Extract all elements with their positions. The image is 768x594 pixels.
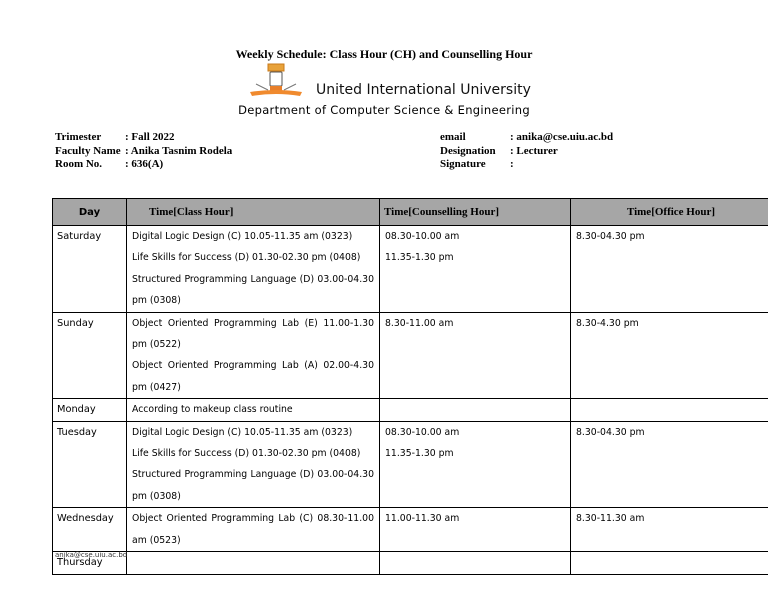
counselling-entry: 11.35-1.30 pm — [385, 448, 454, 460]
day-cell: Wednesday — [53, 508, 127, 552]
table-header-row — [53, 199, 768, 226]
class-entry: Object Oriented Programming Lab (E) 11.00-1.30 pm (0522) — [132, 317, 374, 351]
class-entry: Object Oriented Programming Lab (C) 08.30-11.00 am (0523) — [132, 513, 374, 546]
table-row — [53, 508, 768, 552]
class-hour-cell — [127, 312, 380, 399]
table-row — [53, 552, 768, 574]
counselling-entry: 11.35-1.30 pm — [385, 252, 454, 264]
schedule-body — [53, 226, 768, 575]
counselling-hour-cell — [380, 508, 571, 552]
day-cell: Saturday — [53, 226, 127, 313]
email-value: : anika@cse.uiu.ac.bd — [510, 131, 614, 143]
class-entry: Life Skills for Success (D) 01.30-02.30 pm (0408) — [132, 448, 361, 460]
class-hour-cell — [127, 508, 380, 552]
faculty-label: Faculty Name — [55, 144, 121, 157]
class-entry: Structured Programming Language (D) 03.00-04.30 pm (0308) — [132, 469, 374, 502]
counselling-entry: 08.30-10.00 am — [385, 426, 460, 438]
counselling-hour-cell — [380, 552, 571, 574]
table-row — [53, 399, 768, 421]
department-name: Department of Computer Science & Engineering — [238, 103, 530, 117]
table-row — [53, 421, 768, 508]
counselling-entry: 8.30-11.00 am — [385, 317, 454, 329]
class-entry: Structured Programming Language (D) 03.00-04.30 pm (0308) — [132, 273, 374, 307]
header-counselling-hour: Time[Counselling Hour] — [380, 199, 571, 226]
office-hour-cell: 8.30-04.30 pm — [571, 226, 768, 313]
signature-value: : — [510, 158, 514, 170]
class-entry: According to makeup class routine — [132, 404, 293, 416]
table-row — [53, 312, 768, 399]
class-entry: Object Oriented Programming Lab (A) 02.00-4.30 pm (0427) — [132, 360, 374, 393]
office-hour-cell: 8.30-4.30 pm — [571, 312, 768, 399]
counselling-hour-cell — [380, 226, 571, 313]
class-hour-cell — [127, 399, 380, 421]
room-value: : 636(A) — [125, 158, 164, 170]
footer-watermark: anika@cse.uiu.ac.bd — [55, 551, 128, 559]
designation-label: Designation — [440, 144, 496, 157]
university-name: United International University — [316, 82, 531, 98]
counselling-entry: 11.00-11.30 am — [385, 513, 460, 525]
trimester-label: Trimester — [55, 131, 102, 143]
room-label: Room No. — [55, 158, 103, 170]
office-hour-cell — [571, 552, 768, 574]
signature-label: Signature — [440, 158, 486, 170]
email-label: email — [440, 131, 466, 143]
day-cell: Thursday — [53, 552, 127, 574]
class-entry: Digital Logic Design (C) 10.05-11.35 am (0323) — [132, 426, 353, 438]
office-hour-cell: 8.30-04.30 pm — [571, 421, 768, 508]
faculty-info-right — [440, 131, 613, 172]
class-entry: Digital Logic Design (C) 10.05-11.35 am (0323) — [132, 231, 353, 242]
header-office-hour: Time[Office Hour] — [571, 199, 768, 226]
day-cell: Tuesday — [53, 421, 127, 508]
trimester-value: : Fall 2022 — [125, 131, 175, 143]
university-logo-icon — [248, 62, 304, 98]
counselling-hour-cell — [380, 399, 571, 421]
day-cell: Sunday — [53, 312, 127, 399]
faculty-value: : Anika Tasnim Rodela — [125, 144, 233, 157]
schedule-table — [52, 198, 768, 575]
document-title: Weekly Schedule: Class Hour (CH) and Counselling Hour — [235, 47, 533, 61]
counselling-hour-cell — [380, 312, 571, 399]
day-cell: Monday — [53, 399, 127, 421]
designation-value: : Lecturer — [510, 144, 558, 157]
counselling-hour-cell — [380, 421, 571, 508]
header-class-hour: Time[Class Hour] — [127, 199, 380, 226]
class-entry: Life Skills for Success (D) 01.30-02.30 pm (0408) — [132, 252, 361, 264]
faculty-info-left — [55, 131, 232, 172]
table-row — [53, 226, 768, 313]
office-hour-cell — [571, 399, 768, 421]
class-hour-cell — [127, 552, 380, 574]
class-hour-cell — [127, 421, 380, 508]
header-day: Day — [53, 199, 127, 226]
class-hour-cell — [127, 226, 380, 313]
office-hour-cell: 8.30-11.30 am — [571, 508, 768, 552]
counselling-entry: 08.30-10.00 am — [385, 231, 460, 242]
